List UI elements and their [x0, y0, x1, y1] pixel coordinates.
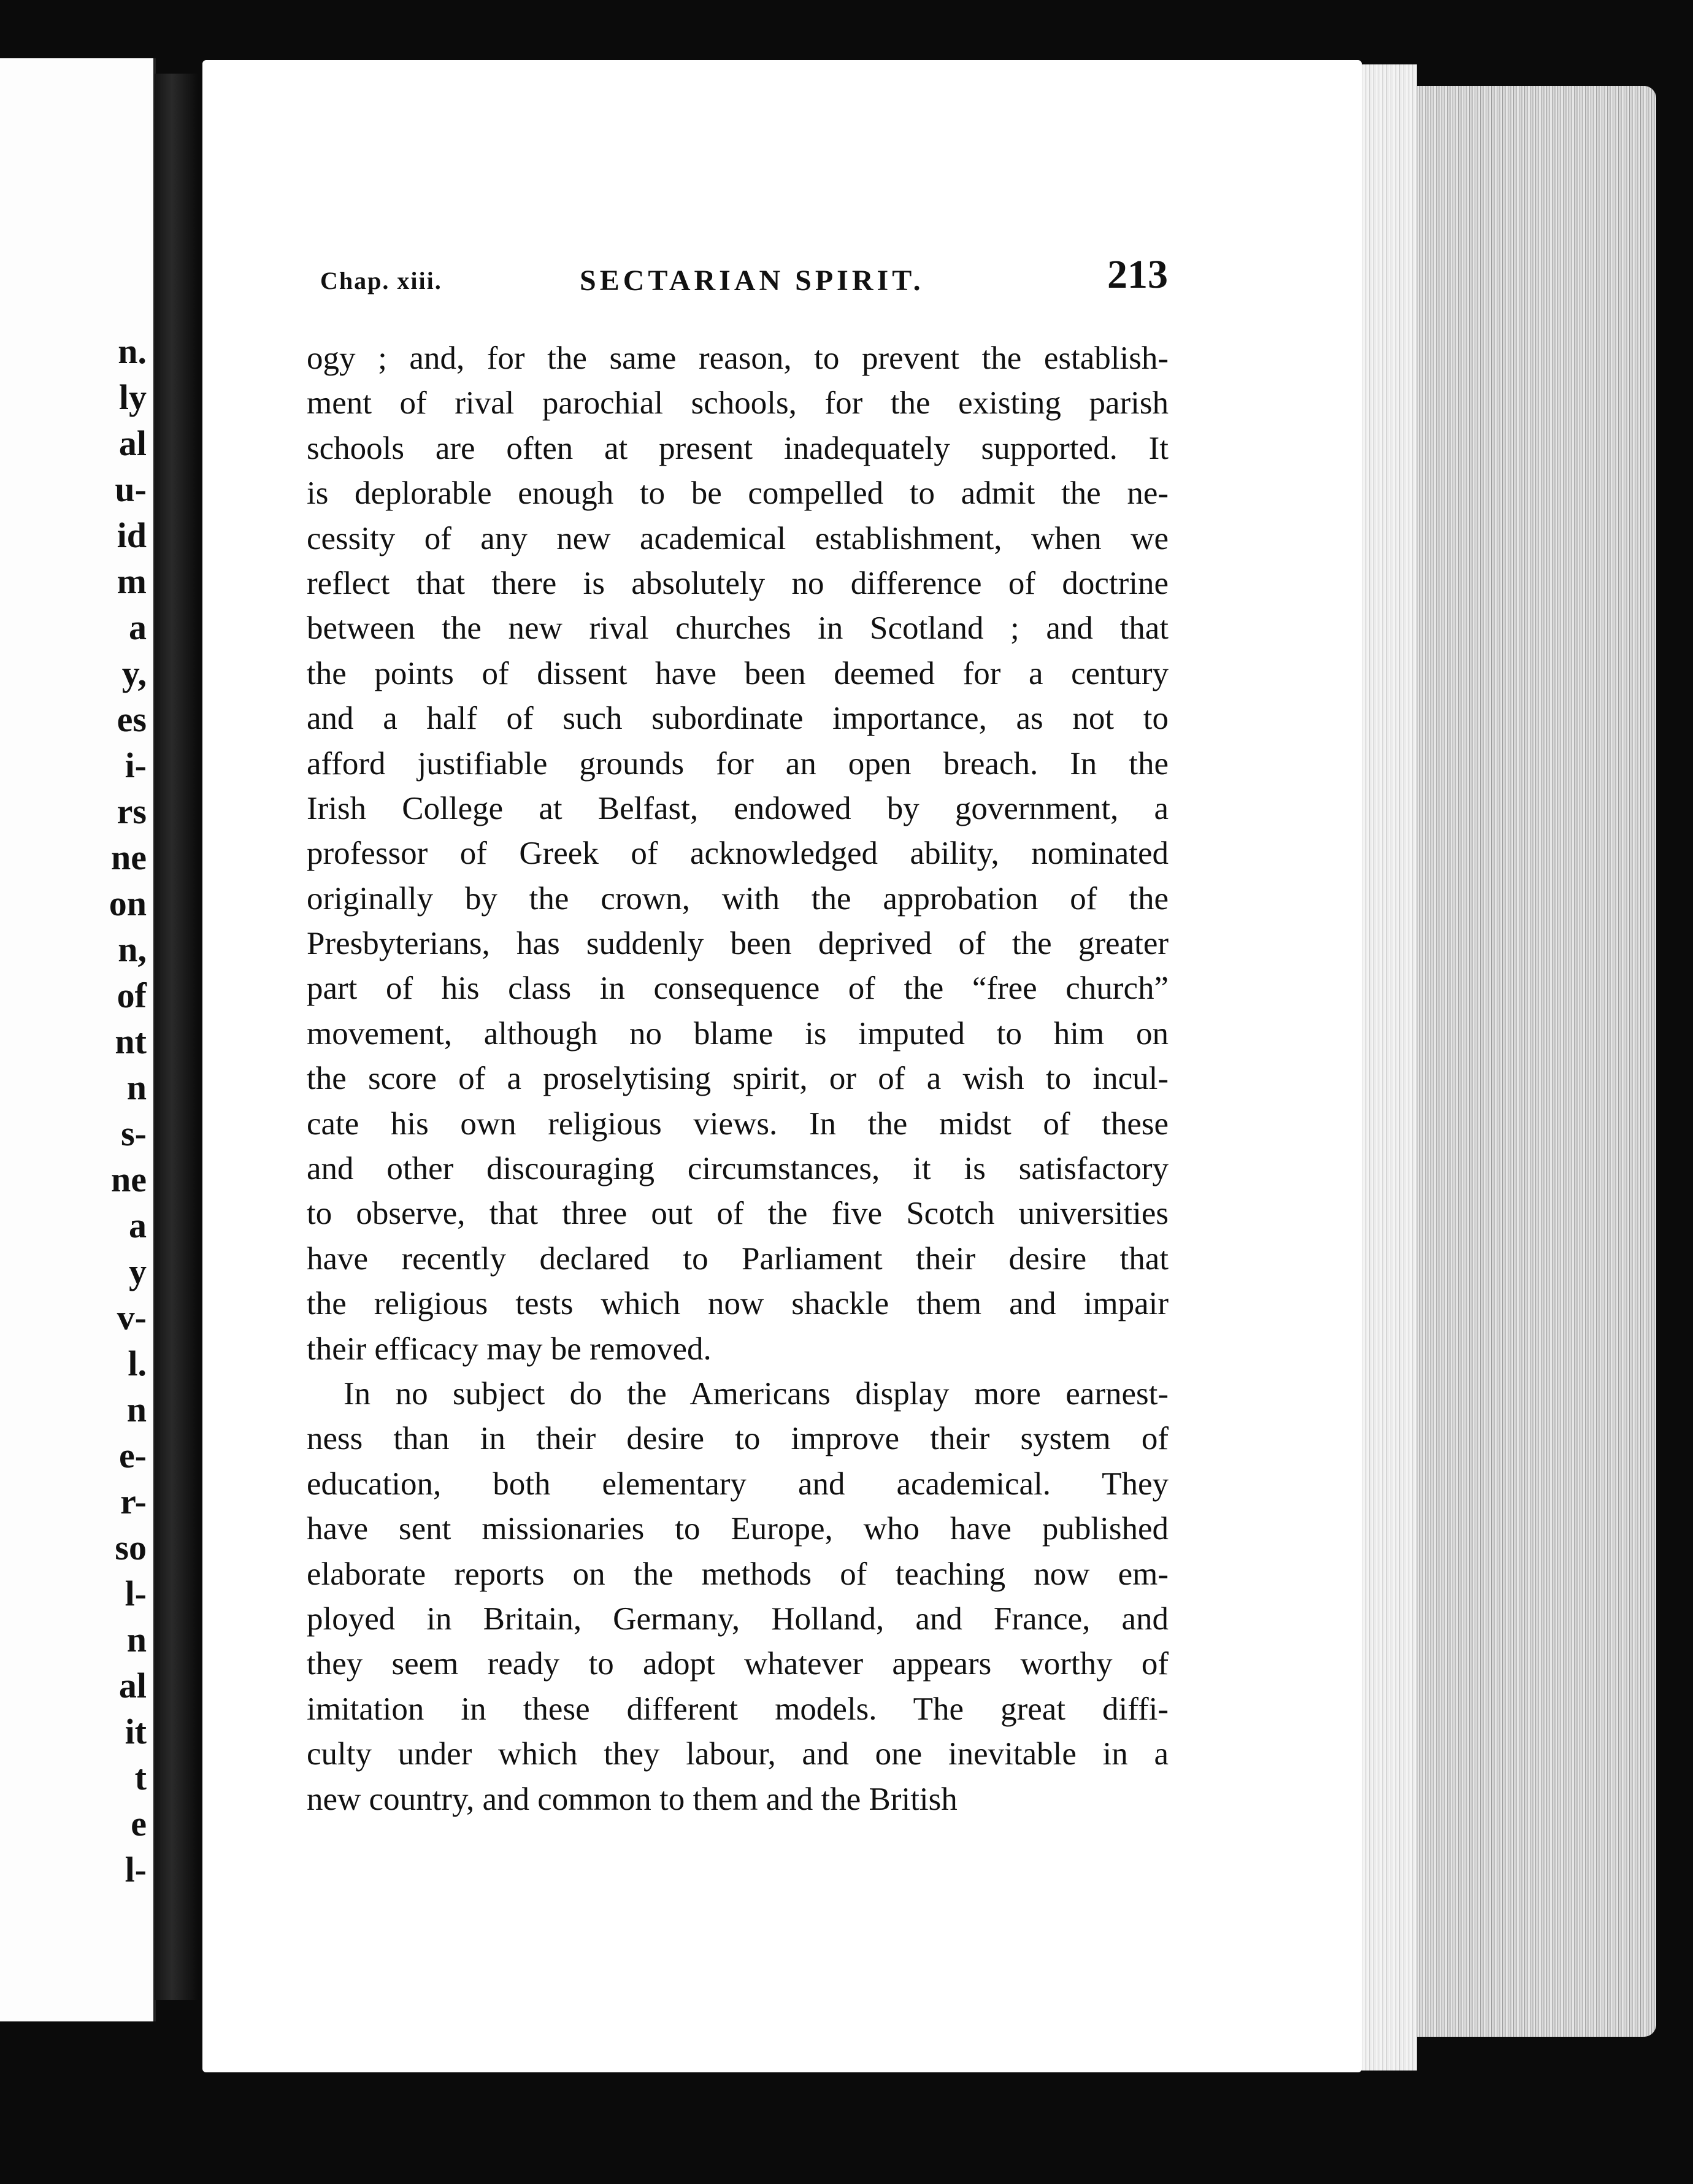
- left-page-fragment: u-: [115, 469, 147, 509]
- text-line: ness than in their desire to improve their system of: [307, 1421, 1169, 1457]
- page-body-text: [307, 336, 1169, 1822]
- left-page-fragment: s-: [121, 1113, 147, 1153]
- left-page-fragment: n: [126, 1620, 147, 1659]
- left-page-fragment: t: [134, 1758, 147, 1798]
- left-page-fragment: r-: [120, 1482, 147, 1521]
- text-line: the points of dissent have been deemed for a century: [307, 655, 1169, 691]
- text-line: reflect that there is absolutely no difference of doctrine: [307, 565, 1169, 601]
- left-page-fragment: ne: [111, 837, 147, 877]
- paragraph-1: [307, 336, 1169, 1372]
- text-line: ogy ; and, for the same reason, to prevent the establish-: [307, 340, 1169, 376]
- text-line: between the new rival churches in Scotland ; and that: [307, 610, 1169, 647]
- running-title: SECTARIAN SPIRIT.: [580, 264, 924, 297]
- left-page-fragment: al: [118, 423, 147, 463]
- text-line: they seem ready to adopt whatever appears worthy of: [307, 1646, 1169, 1682]
- text-line: is deplorable enough to be compelled to admit the ne-: [307, 475, 1169, 512]
- text-line: professor of Greek of acknowledged ability, nominated: [307, 836, 1169, 872]
- left-facing-page: [0, 58, 156, 2021]
- left-page-fragment: n: [126, 1067, 147, 1107]
- left-page-fragment: al: [118, 1666, 147, 1705]
- page-stack-edge: [1359, 64, 1417, 2071]
- left-page-fragment: y: [129, 1252, 147, 1291]
- left-page-fragment: l-: [125, 1574, 147, 1613]
- left-page-fragment: ne: [111, 1159, 147, 1199]
- text-line: ployed in Britain, Germany, Holland, and France, and: [307, 1601, 1169, 1637]
- left-page-fragment: l-: [125, 1850, 147, 1890]
- text-line: afford justifiable grounds for an open breach. In the: [307, 745, 1169, 782]
- left-page-fragment: nt: [115, 1021, 147, 1061]
- text-line: and other discouraging circumstances, it is satisfactory: [307, 1151, 1169, 1187]
- left-page-fragment: so: [115, 1528, 147, 1567]
- left-page-fragment: of: [117, 975, 147, 1015]
- left-page-fragment: a: [129, 607, 147, 647]
- left-page-text-fragments: [0, 328, 150, 1893]
- text-line: to observe, that three out of the five Scotch universities: [307, 1196, 1169, 1232]
- text-line: new country, and common to them and the British: [307, 1781, 958, 1817]
- left-page-fragment: on: [109, 883, 147, 923]
- text-line: have sent missionaries to Europe, who have published: [307, 1511, 1169, 1547]
- text-line: education, both elementary and academical. They: [307, 1466, 1169, 1502]
- text-line: elaborate reports on the methods of teaching now em-: [307, 1556, 1169, 1592]
- left-page-fragment: a: [129, 1205, 147, 1245]
- page-number: 213: [1107, 252, 1168, 297]
- paragraph-2: [307, 1372, 1169, 1822]
- left-page-fragment: n: [126, 1390, 147, 1429]
- left-page-fragment: e-: [118, 1436, 147, 1475]
- left-page-fragment: m: [117, 561, 147, 601]
- book-gutter: [155, 74, 198, 2000]
- text-line: and a half of such subordinate importance, as not to: [307, 701, 1169, 737]
- left-page-fragment: l.: [128, 1344, 147, 1383]
- text-line: movement, although no blame is imputed to him on: [307, 1015, 1169, 1052]
- left-page-fragment: rs: [117, 791, 147, 831]
- chapter-label: Chap. xiii.: [320, 267, 442, 294]
- left-page-fragment: v-: [117, 1298, 147, 1337]
- left-page-fragment: es: [117, 699, 147, 739]
- text-line: ment of rival parochial schools, for the existing parish: [307, 385, 1169, 421]
- text-line: their efficacy may be removed.: [307, 1331, 712, 1367]
- left-page-fragment: y,: [121, 653, 147, 693]
- text-line: cessity of any new academical establishment, when we: [307, 520, 1169, 556]
- text-line: Presbyterians, has suddenly been deprived of the greater: [307, 926, 1169, 962]
- left-page-fragment: id: [117, 515, 147, 555]
- book-page-edges: [1411, 86, 1656, 2037]
- left-page-fragment: ly: [118, 377, 147, 417]
- left-page-fragment: e: [131, 1804, 147, 1844]
- text-line: schools are often at present inadequately supported. It: [307, 430, 1169, 466]
- text-line: cate his own religious views. In the midst of these: [307, 1105, 1169, 1142]
- text-line: In no subject do the Americans display more earnest-: [344, 1375, 1169, 1412]
- left-page-fragment: n,: [118, 929, 147, 969]
- text-line: have recently declared to Parliament their desire that: [307, 1240, 1169, 1277]
- left-page-fragment: n.: [118, 331, 147, 371]
- text-line: the religious tests which now shackle them and impair: [307, 1286, 1169, 1322]
- text-line: part of his class in consequence of the “free church”: [307, 971, 1169, 1007]
- text-line: the score of a proselytising spirit, or of a wish to incul-: [307, 1061, 1169, 1097]
- text-line: culty under which they labour, and one inevitable in a: [307, 1736, 1169, 1772]
- left-page-fragment: i-: [125, 745, 147, 785]
- text-line: Irish College at Belfast, endowed by government, a: [307, 790, 1169, 826]
- text-line: imitation in these different models. The great diffi-: [307, 1691, 1169, 1727]
- text-line: originally by the crown, with the approbation of the: [307, 880, 1169, 917]
- left-page-fragment: it: [125, 1712, 147, 1751]
- running-header: [313, 252, 1172, 307]
